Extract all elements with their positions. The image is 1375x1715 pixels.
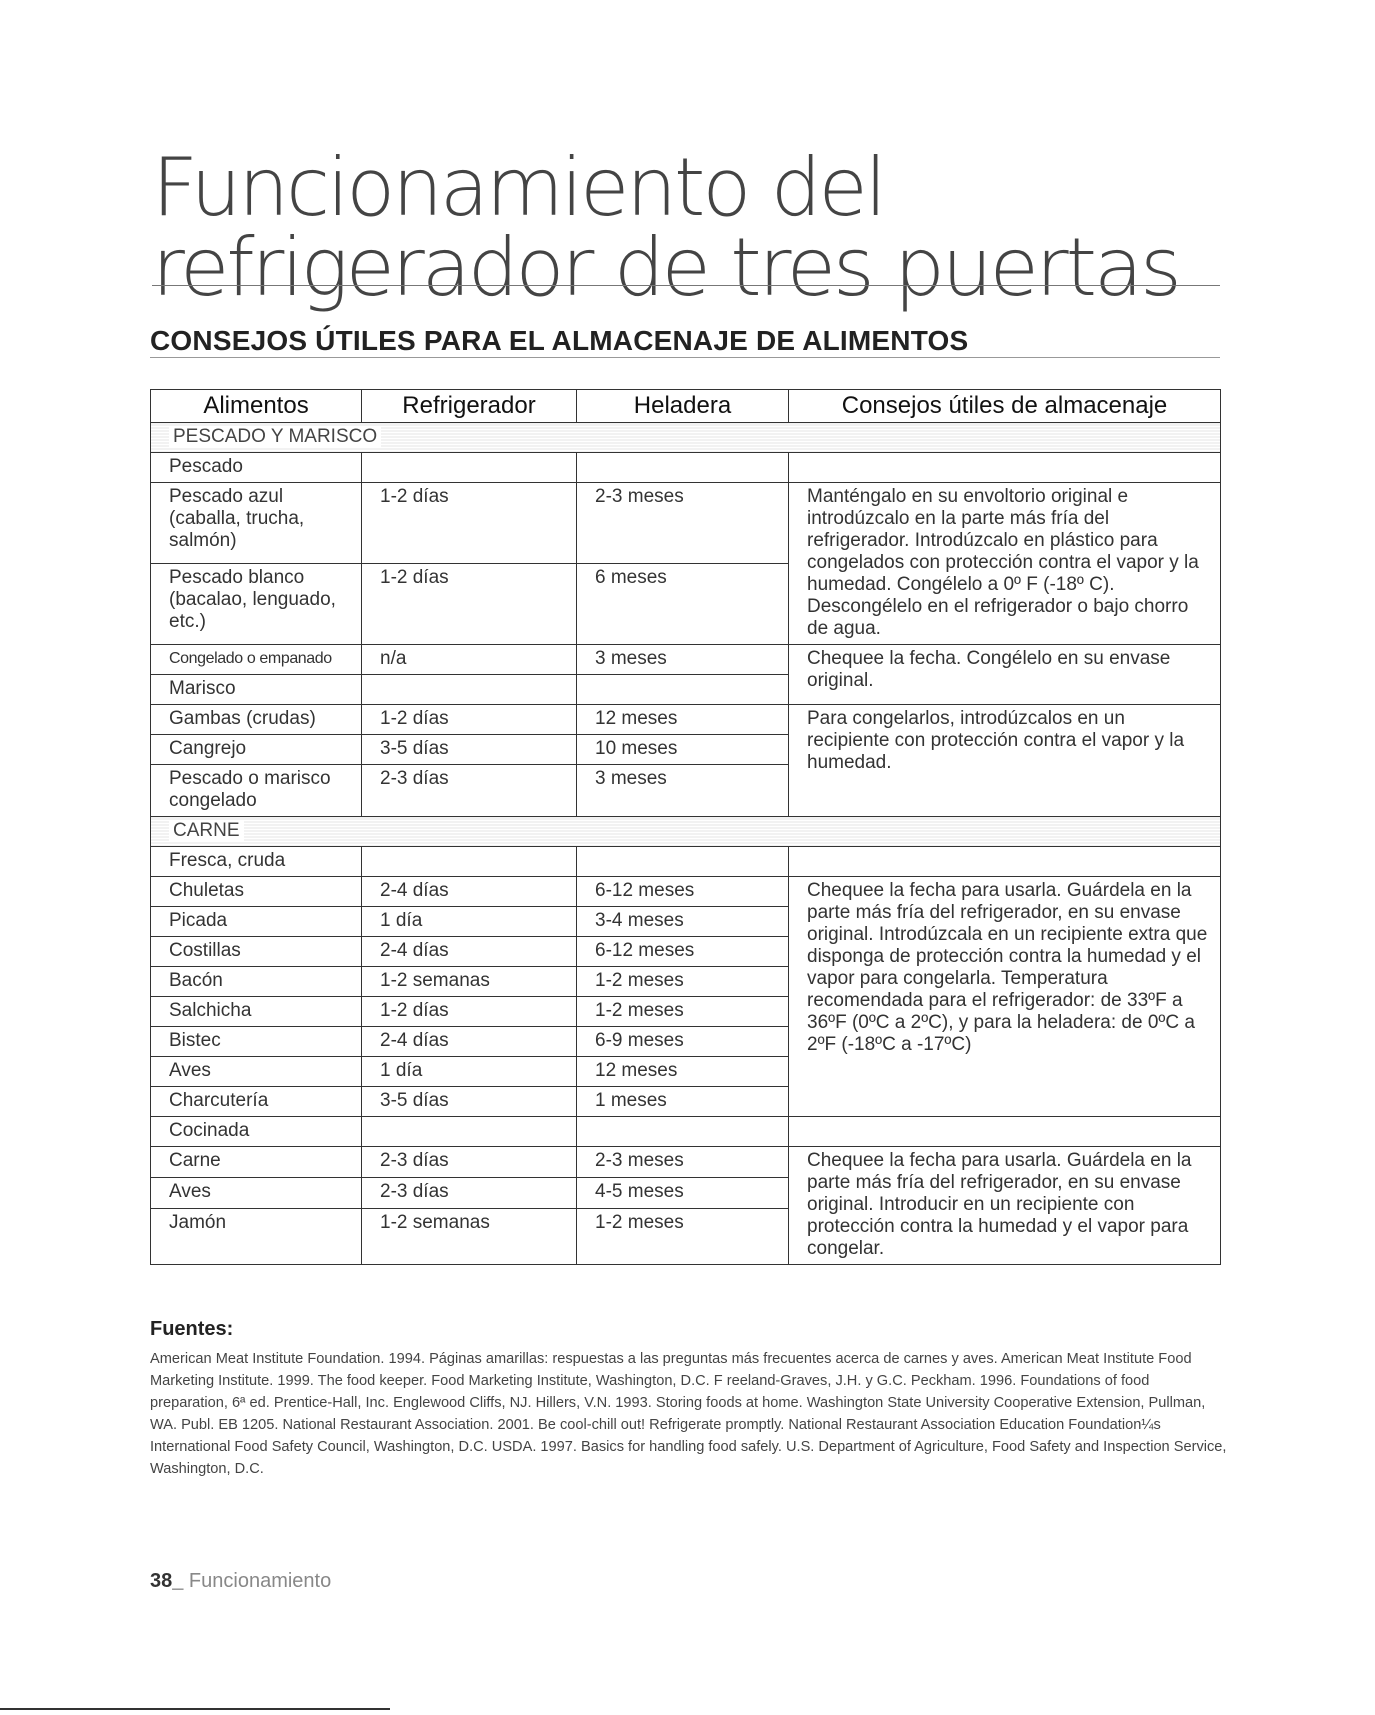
food-cell: Salchicha <box>151 997 362 1027</box>
food-cell: Chuletas <box>151 877 362 907</box>
fridge-cell: 1-2 días <box>362 483 577 564</box>
tip-cell <box>789 847 1221 877</box>
table-row <box>151 1147 1221 1178</box>
freezer-cell: 6-12 meses <box>577 877 789 907</box>
table-row <box>151 847 1221 877</box>
group-label-fish: PESCADO Y MARISCO <box>151 423 1221 453</box>
freezer-cell <box>577 453 789 483</box>
freezer-cell: 12 meses <box>577 705 789 735</box>
fridge-cell: 1-2 semanas <box>362 967 577 997</box>
fridge-cell <box>362 453 577 483</box>
freezer-cell: 6-9 meses <box>577 1027 789 1057</box>
table-row <box>151 705 1221 735</box>
fridge-cell: 2-3 días <box>362 1178 577 1209</box>
food-cell: Aves <box>151 1057 362 1087</box>
fridge-cell: 1 día <box>362 1057 577 1087</box>
table-row <box>151 453 1221 483</box>
storage-table <box>150 389 1221 1265</box>
table-header-row <box>151 390 1221 423</box>
food-cell: Cangrejo <box>151 735 362 765</box>
tip-cell <box>789 453 1221 483</box>
header-fridge: Refrigerador <box>362 390 577 423</box>
table-row <box>151 877 1221 907</box>
group-row-meat <box>151 817 1221 847</box>
bottom-rule <box>0 1708 390 1710</box>
tip-cell: Chequee la fecha. Congélelo en su envase original. <box>789 645 1221 705</box>
food-cell: Pescado <box>151 453 362 483</box>
freezer-cell: 1-2 meses <box>577 967 789 997</box>
tip-cell: Manténgalo en su envoltorio original e introdúzcalo en la parte más fría del refrigerador. Introdúzcalo en plástico para congelados con protección contra el vapor y la humedad. Congélelo a 0º F (-18º C). Descongélelo en el refrigerador o bajo chorro de agua. <box>789 483 1221 645</box>
freezer-cell: 1 meses <box>577 1087 789 1117</box>
fridge-cell <box>362 675 577 705</box>
food-cell: Cocinada <box>151 1117 362 1147</box>
food-cell: Carne <box>151 1147 362 1178</box>
freezer-cell: 2-3 meses <box>577 483 789 564</box>
fridge-cell: 3-5 días <box>362 1087 577 1117</box>
food-cell: Charcutería <box>151 1087 362 1117</box>
food-cell: Picada <box>151 907 362 937</box>
food-cell: Fresca, cruda <box>151 847 362 877</box>
table-row <box>151 1117 1221 1147</box>
freezer-cell: 3 meses <box>577 765 789 817</box>
freezer-cell <box>577 1117 789 1147</box>
sources-heading: Fuentes: <box>150 1318 234 1340</box>
freezer-cell: 2-3 meses <box>577 1147 789 1178</box>
header-food: Alimentos <box>151 390 362 423</box>
fridge-cell: 2-3 días <box>362 765 577 817</box>
group-label-meat: CARNE <box>151 817 1221 847</box>
header-tips: Consejos útiles de almacenaje <box>789 390 1221 423</box>
section-rule <box>150 357 1220 358</box>
page-footer <box>150 1570 331 1593</box>
food-cell: Pescado azul (caballa, trucha, salmón) <box>151 483 362 564</box>
fridge-cell: 1-2 días <box>362 564 577 645</box>
fridge-cell: 1 día <box>362 907 577 937</box>
freezer-cell: 3 meses <box>577 645 789 675</box>
freezer-cell: 6-12 meses <box>577 937 789 967</box>
food-cell: Pescado o marisco congelado <box>151 765 362 817</box>
header-freezer: Heladera <box>577 390 789 423</box>
table-row <box>151 483 1221 564</box>
tip-cell: Para congelarlos, introdúzcalos en un recipiente con protección contra el vapor y la humedad. <box>789 705 1221 817</box>
section-heading: CONSEJOS ÚTILES PARA EL ALMACENAJE DE ALIMENTOS <box>150 325 969 356</box>
freezer-cell: 1-2 meses <box>577 997 789 1027</box>
food-cell: Gambas (crudas) <box>151 705 362 735</box>
freezer-cell: 1-2 meses <box>577 1209 789 1265</box>
fridge-cell: 1-2 días <box>362 997 577 1027</box>
fridge-cell <box>362 847 577 877</box>
tip-cell <box>789 1117 1221 1147</box>
page-number: 38_ <box>150 1570 184 1592</box>
fridge-cell: 1-2 días <box>362 705 577 735</box>
freezer-cell: 4-5 meses <box>577 1178 789 1209</box>
group-row-fish <box>151 423 1221 453</box>
fridge-cell: n/a <box>362 645 577 675</box>
freezer-cell: 3-4 meses <box>577 907 789 937</box>
food-cell: Bistec <box>151 1027 362 1057</box>
table-row <box>151 645 1221 675</box>
food-cell: Congelado o empanado <box>151 645 362 675</box>
fridge-cell: 1-2 semanas <box>362 1209 577 1265</box>
tip-cell: Chequee la fecha para usarla. Guárdela en la parte más fría del refrigerador, en su envase original. Introducir en un recipiente con protección contra la humedad y el vapor para congelar. <box>789 1147 1221 1265</box>
sources-text: American Meat Institute Foundation. 1994. Páginas amarillas: respuestas a las preguntas más frecuentes acerca de carnes y aves. American Meat Institute Food Marketing Institute. 1999. The food keeper. Food Marketing Institute, Washington, D.C. F reeland-Graves, J.H. y G.C. Peckham. 1996. Foundations of food preparation, 6ª ed. Prentice-Hall, Inc. Englewood Cliffs, NJ. Hillers, V.N. 1993. Storing foods at home. Washington State University Cooperative Extension, Pullman, WA. Publ. EB 1205. National Restaurant Association. 2001. Be cool-chill out! Refrigerate promptly. National Restaurant Association Education Foundation¼s International Food Safety Council, Washington, D.C. USDA. 1997. Basics for handling food safely. U.S. Department of Agriculture, Food Safety and Inspection Service, Washington, D.C. <box>150 1351 1227 1477</box>
fridge-cell <box>362 1117 577 1147</box>
food-cell: Bacón <box>151 967 362 997</box>
freezer-cell <box>577 847 789 877</box>
food-cell: Jamón <box>151 1209 362 1265</box>
fridge-cell: 2-3 días <box>362 1147 577 1178</box>
fridge-cell: 2-4 días <box>362 877 577 907</box>
food-cell: Costillas <box>151 937 362 967</box>
food-cell: Marisco <box>151 675 362 705</box>
food-cell: Pescado blanco (bacalao, lenguado, etc.) <box>151 564 362 645</box>
page-title: Funcionamiento del refrigerador de tres puertas <box>152 141 1179 314</box>
fridge-cell: 2-4 días <box>362 1027 577 1057</box>
footer-section: Funcionamiento <box>183 1570 332 1592</box>
freezer-cell: 10 meses <box>577 735 789 765</box>
freezer-cell: 6 meses <box>577 564 789 645</box>
tip-cell: Chequee la fecha para usarla. Guárdela en la parte más fría del refrigerador, en su envase original. Introdúzcala en un recipiente extra que disponga de protección contra la humedad y el vapor para congelarla. Temperatura recomendada para el refrigerador: de 33ºF a 36ºF (0ºC a 2ºC), y para la heladera: de 0ºC a 2ºF (-18ºC a -17ºC) <box>789 877 1221 1117</box>
fridge-cell: 2-4 días <box>362 937 577 967</box>
title-rule <box>152 285 1220 286</box>
freezer-cell <box>577 675 789 705</box>
food-cell: Aves <box>151 1178 362 1209</box>
freezer-cell: 12 meses <box>577 1057 789 1087</box>
fridge-cell: 3-5 días <box>362 735 577 765</box>
